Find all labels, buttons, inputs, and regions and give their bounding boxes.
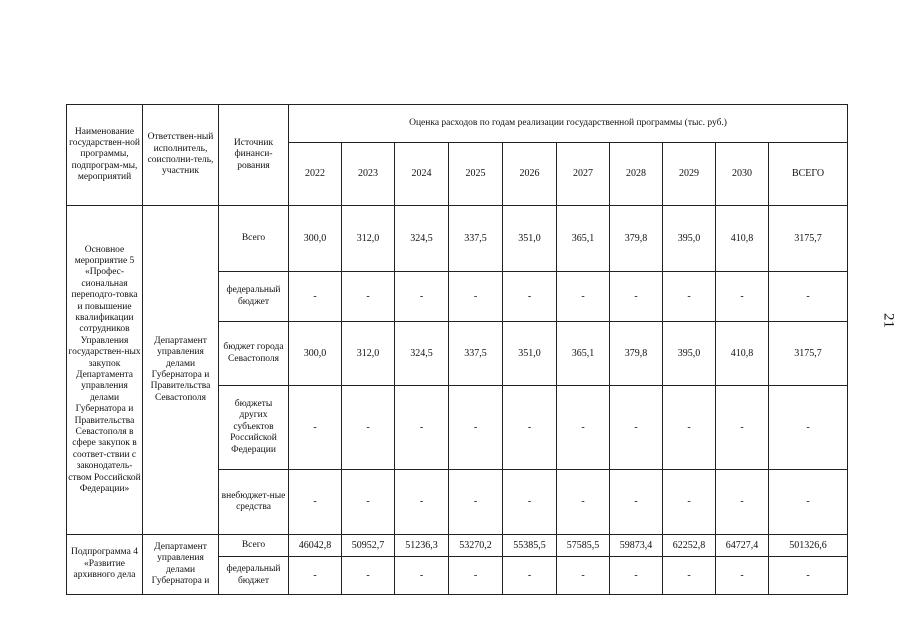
header-source-col: Источник финанси-рования bbox=[219, 105, 289, 206]
value-cell: - bbox=[289, 557, 342, 595]
value-cell: - bbox=[449, 470, 503, 535]
year-header-cell: 2022 bbox=[289, 143, 342, 206]
value-cell: - bbox=[503, 470, 557, 535]
table-row bbox=[67, 535, 848, 557]
value-cell: - bbox=[769, 386, 848, 470]
program-name-cell: Основное мероприятие 5 «Профес-сиональная переподго-товка и повышение квалификации сотрудников Управления государствен-ных закупок Департамента управления делами Губернатора и Правительства Севастополя в сфере закупок в соответ-ствии с законодатель-ством Российской Федерации» bbox=[67, 206, 143, 535]
funding-source-cell: бюджет города Севастополя bbox=[219, 322, 289, 386]
value-cell: 55385,5 bbox=[503, 535, 557, 557]
value-cell: 3175,7 bbox=[769, 322, 848, 386]
value-cell: 46042,8 bbox=[289, 535, 342, 557]
funding-source-cell: Всего bbox=[219, 206, 289, 272]
value-cell: - bbox=[716, 470, 769, 535]
value-cell: - bbox=[395, 470, 449, 535]
value-cell: 3175,7 bbox=[769, 206, 848, 272]
funding-source-cell: бюджеты других субъектов Российской Федерации bbox=[219, 386, 289, 470]
value-cell: - bbox=[610, 557, 663, 595]
year-header-cell: 2028 bbox=[610, 143, 663, 206]
value-cell: 410,8 bbox=[716, 206, 769, 272]
value-cell: 50952,7 bbox=[342, 535, 395, 557]
value-cell: 395,0 bbox=[663, 206, 716, 272]
value-cell: - bbox=[610, 386, 663, 470]
year-header-cell: 2023 bbox=[342, 143, 395, 206]
value-cell: 59873,4 bbox=[610, 535, 663, 557]
value-cell: - bbox=[663, 470, 716, 535]
value-cell: 365,1 bbox=[557, 322, 610, 386]
funding-source-cell: Всего bbox=[219, 535, 289, 557]
value-cell: 51236,3 bbox=[395, 535, 449, 557]
value-cell: 337,5 bbox=[449, 206, 503, 272]
value-cell: 337,5 bbox=[449, 322, 503, 386]
value-cell: 312,0 bbox=[342, 322, 395, 386]
year-header-cell: 2024 bbox=[395, 143, 449, 206]
value-cell: 312,0 bbox=[342, 206, 395, 272]
page-number: 21 bbox=[880, 313, 897, 328]
value-cell: - bbox=[769, 557, 848, 595]
year-header-cell: 2030 bbox=[716, 143, 769, 206]
header-responsible-col: Ответствен-ный исполнитель, соисполни-тель, участник bbox=[143, 105, 219, 206]
value-cell: 300,0 bbox=[289, 206, 342, 272]
year-header-cell: 2029 bbox=[663, 143, 716, 206]
value-cell: - bbox=[557, 470, 610, 535]
value-cell: 379,8 bbox=[610, 206, 663, 272]
funding-source-cell: федеральный бюджет bbox=[219, 557, 289, 595]
value-cell: - bbox=[557, 557, 610, 595]
year-header-cell: 2025 bbox=[449, 143, 503, 206]
value-cell: 501326,6 bbox=[769, 535, 848, 557]
value-cell: 351,0 bbox=[503, 322, 557, 386]
value-cell: - bbox=[769, 272, 848, 322]
value-cell: 53270,2 bbox=[449, 535, 503, 557]
value-cell: - bbox=[769, 470, 848, 535]
value-cell: - bbox=[342, 386, 395, 470]
value-cell: - bbox=[610, 272, 663, 322]
program-name-cell: Подпрограмма 4 «Развитие архивного дела bbox=[67, 535, 143, 595]
value-cell: 379,8 bbox=[610, 322, 663, 386]
value-cell: 64727,4 bbox=[716, 535, 769, 557]
year-header-cell: ВСЕГО bbox=[769, 143, 848, 206]
value-cell: - bbox=[449, 557, 503, 595]
value-cell: 300,0 bbox=[289, 322, 342, 386]
expenditure-table bbox=[66, 104, 848, 595]
value-cell: - bbox=[716, 272, 769, 322]
value-cell: - bbox=[395, 386, 449, 470]
value-cell: 351,0 bbox=[503, 206, 557, 272]
value-cell: - bbox=[289, 386, 342, 470]
header-row-top bbox=[67, 105, 848, 143]
value-cell: - bbox=[663, 386, 716, 470]
year-header-cell: 2026 bbox=[503, 143, 557, 206]
value-cell: - bbox=[663, 272, 716, 322]
value-cell: 365,1 bbox=[557, 206, 610, 272]
value-cell: 324,5 bbox=[395, 206, 449, 272]
value-cell: - bbox=[395, 557, 449, 595]
value-cell: - bbox=[557, 386, 610, 470]
value-cell: 410,8 bbox=[716, 322, 769, 386]
value-cell: - bbox=[557, 272, 610, 322]
value-cell: 395,0 bbox=[663, 322, 716, 386]
value-cell: - bbox=[716, 557, 769, 595]
value-cell: 62252,8 bbox=[663, 535, 716, 557]
value-cell: - bbox=[342, 470, 395, 535]
value-cell: 57585,5 bbox=[557, 535, 610, 557]
value-cell: - bbox=[289, 272, 342, 322]
responsible-cell: Департамент управления делами Губернатора и bbox=[143, 535, 219, 595]
value-cell: - bbox=[716, 386, 769, 470]
value-cell: - bbox=[449, 272, 503, 322]
value-cell: 324,5 bbox=[395, 322, 449, 386]
year-header-cell: 2027 bbox=[557, 143, 610, 206]
value-cell: - bbox=[342, 272, 395, 322]
funding-source-cell: федеральный бюджет bbox=[219, 272, 289, 322]
header-name-col: Наименование государствен-ной программы, подпрограм-мы, мероприятий bbox=[67, 105, 143, 206]
value-cell: - bbox=[663, 557, 716, 595]
value-cell: - bbox=[503, 386, 557, 470]
value-cell: - bbox=[503, 557, 557, 595]
responsible-cell: Департамент управления делами Губернатора и Правительства Севастополя bbox=[143, 206, 219, 535]
value-cell: - bbox=[503, 272, 557, 322]
value-cell: - bbox=[289, 470, 342, 535]
table-row bbox=[67, 206, 848, 272]
funding-source-cell: внебюджет-ные средства bbox=[219, 470, 289, 535]
value-cell: - bbox=[342, 557, 395, 595]
value-cell: - bbox=[395, 272, 449, 322]
value-cell: - bbox=[610, 470, 663, 535]
header-estimate-col: Оценка расходов по годам реализации государственной программы (тыс. руб.) bbox=[289, 105, 848, 143]
value-cell: - bbox=[449, 386, 503, 470]
